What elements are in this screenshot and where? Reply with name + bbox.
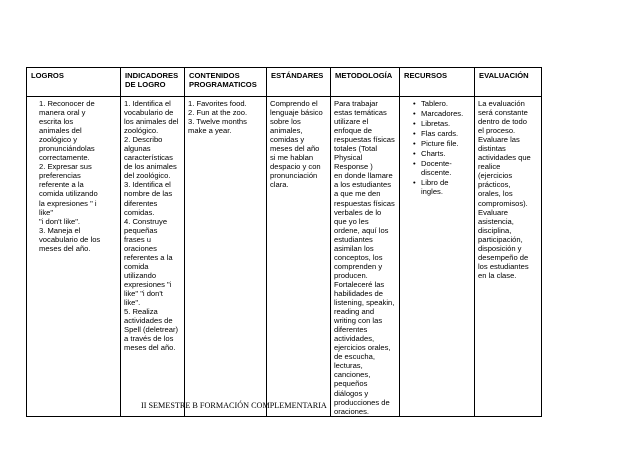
recurso-label: Libro de ingles. — [421, 178, 449, 197]
table-row — [27, 97, 542, 417]
header-recursos: RECURSOS — [400, 68, 475, 97]
list-item — [413, 129, 471, 138]
metodologia-text: Para trabajar estas temáticas utilizare el enfoque de respuestas físicas totales (Total Physical Response ) en donde llamare a los estudiantes a que me den respuestas físicas verbales de lo que yo les ordene, aquí los estudiantes asimilan los conceptos, los comprenden y producen. Fortaleceré las habilidades de listening, speakin, reading and writing con las diferentes actividades, ejercicios orales, de escucha, lecturas, canciones, pequeños diálogos y producciones de oraciones. — [334, 99, 395, 416]
lesson-plan-table — [26, 67, 542, 417]
recurso-label: Marcadores. — [421, 109, 464, 119]
header-evaluacion: EVALUACIÓN — [475, 68, 542, 97]
cell-recursos — [400, 97, 475, 417]
cell-indicadores — [121, 97, 185, 417]
list-item — [413, 159, 471, 177]
header-logros: LOGROS — [27, 68, 121, 97]
header-contenidos: CONTENIDOS PROGRAMATICOS — [185, 68, 267, 97]
recurso-label: Tablero. — [421, 99, 449, 108]
contenidos-text: 1. Favorites food. 2. Fun at the zoo. 3. Twelve months make a year. — [188, 99, 248, 136]
header-indicadores: INDICADORES DE LOGRO — [121, 68, 185, 97]
cell-logros — [27, 97, 121, 417]
page-footer: II SEMESTRE B FORMACIÓN COMPLEMENTARIA — [141, 401, 327, 410]
cell-evaluacion — [475, 97, 542, 417]
list-item — [413, 119, 471, 128]
recursos-list — [403, 99, 471, 196]
list-item — [413, 109, 471, 118]
cell-estandares — [267, 97, 331, 417]
list-item — [413, 139, 471, 148]
recurso-label: Libretas. — [421, 119, 451, 129]
table-header-row — [27, 68, 542, 97]
estandares-text: Comprendo el lenguaje básico sobre los animales, comidas y meses del año si me hablan despacio y con pronunciación clara. — [270, 99, 323, 190]
recurso-label: Docente- discente. — [421, 159, 452, 178]
logros-text: 1. Reconocer de manera oral y escrita los animales del zoológico y pronunciándolas correctamente. 2. Expresar sus preferencias referente a la comida utilizando la expresiones " i like" "i don't like". 3. Maneja el vocabulario de los meses del año. — [39, 99, 101, 253]
evaluacion-text: La evaluación será constante dentro de todo el proceso. Evaluare las distintas actividades que realice (ejercicios prácticos, orales, los compromisos). Evaluare asistencia, disciplina, participación, disposición y desempeño de los estudiantes en la clase. — [478, 99, 531, 280]
list-item — [413, 149, 471, 158]
recurso-label: Flas cards. — [421, 129, 459, 139]
list-item — [413, 99, 471, 108]
cell-metodologia — [331, 97, 400, 417]
recurso-label: Charts. — [421, 149, 446, 159]
indicadores-text: 1. Identifica el vocabulario de los animales del zoológico. 2. Describo algunas características de los animales del zoológico. 3. Identifica el nombre de las diferentes comidas. 4. Construye pequeñas frases u oraciones referentes a la comida utilizando expresiones "i like" "i don't like". 5. Realiza actividades de Spell (deletrear) a través de los meses del año. — [124, 99, 179, 353]
list-item — [413, 178, 471, 196]
recurso-label: Picture file. — [421, 139, 459, 149]
header-metodologia: METODOLOGÍA — [331, 68, 400, 97]
cell-contenidos — [185, 97, 267, 417]
header-estandares: ESTÁNDARES — [267, 68, 331, 97]
